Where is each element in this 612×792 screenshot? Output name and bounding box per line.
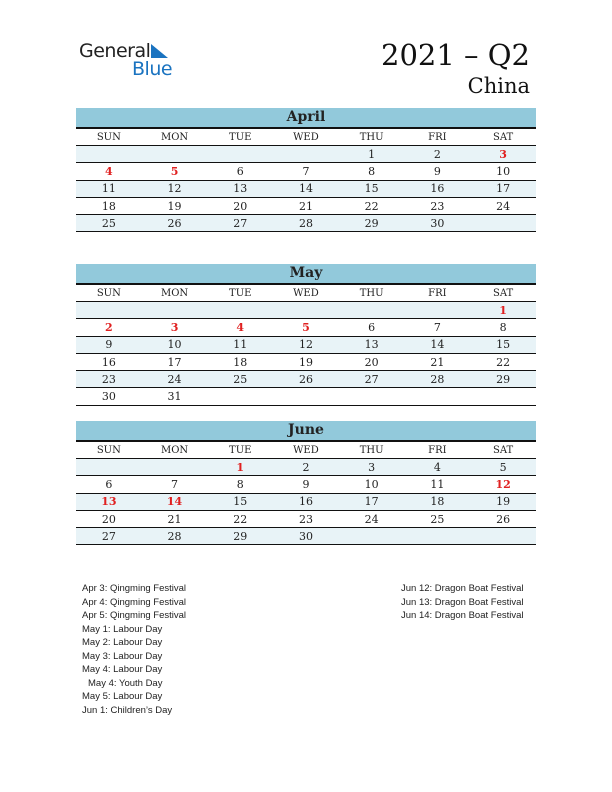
date-cell [142, 302, 208, 319]
weekday-label: TUE [207, 285, 273, 302]
date-cell: 12 [273, 336, 339, 353]
date-cell: 9 [405, 163, 471, 180]
weekday-label: SUN [76, 285, 142, 302]
holiday-item: Apr 3: Qingming Festival [82, 583, 187, 594]
holiday-date-cell: 5 [273, 319, 339, 336]
date-cell: 23 [76, 371, 142, 388]
date-cell: 5 [470, 459, 536, 476]
date-cell: 1 [339, 146, 405, 163]
date-cell [273, 302, 339, 319]
week-row [76, 388, 536, 405]
date-cell [207, 302, 273, 319]
date-cell: 19 [470, 493, 536, 510]
holiday-item: Jun 14: Dragon Boat Festival [401, 610, 524, 621]
holiday-item: Apr 4: Qingming Festival [82, 596, 187, 608]
date-cell: 12 [142, 180, 208, 197]
week-row [76, 302, 536, 319]
date-cell: 26 [273, 371, 339, 388]
holiday-item: May 1: Labour Day [82, 623, 163, 635]
date-cell: 26 [142, 215, 208, 232]
date-cell: 11 [207, 336, 273, 353]
week-row [76, 336, 536, 353]
date-cell: 7 [273, 163, 339, 180]
month-title: April [76, 108, 536, 129]
weekday-label: THU [339, 285, 405, 302]
holiday-date-cell: 2 [76, 319, 142, 336]
holiday-item: Jun 12: Dragon Boat Festival [401, 583, 524, 594]
logo-text-blue: Blue [132, 58, 173, 80]
date-cell [76, 146, 142, 163]
week-row [76, 146, 536, 163]
weekday-label: SAT [470, 129, 536, 146]
date-cell: 17 [470, 180, 536, 197]
weekday-label: THU [339, 442, 405, 459]
logo [79, 40, 173, 80]
date-cell: 18 [76, 197, 142, 214]
date-cell: 6 [339, 319, 405, 336]
date-cell: 27 [207, 215, 273, 232]
holiday-item: Jun 13: Dragon Boat Festival [401, 596, 524, 608]
week-row [76, 459, 536, 476]
holiday-item: May 3: Labour Day [82, 650, 163, 662]
date-cell: 29 [339, 215, 405, 232]
weekday-label: WED [273, 285, 339, 302]
date-cell: 20 [339, 353, 405, 370]
country-name: China [467, 74, 530, 98]
holiday-date-cell: 12 [470, 476, 536, 493]
month-title: June [76, 421, 536, 442]
date-cell: 23 [405, 197, 471, 214]
calendar-grid [76, 442, 536, 545]
date-cell [207, 388, 273, 405]
date-cell: 20 [76, 510, 142, 527]
week-row [76, 180, 536, 197]
date-cell: 10 [142, 336, 208, 353]
holiday-date-cell: 4 [207, 319, 273, 336]
date-cell [339, 302, 405, 319]
weekday-label: SAT [470, 285, 536, 302]
date-cell: 11 [405, 476, 471, 493]
weekday-label: TUE [207, 442, 273, 459]
weekday-label: THU [339, 129, 405, 146]
date-cell: 28 [405, 371, 471, 388]
week-row [76, 197, 536, 214]
date-cell [470, 215, 536, 232]
holiday-item: May 5: Labour Day [82, 691, 163, 702]
date-cell: 17 [142, 353, 208, 370]
date-cell: 25 [405, 510, 471, 527]
week-row [76, 528, 536, 545]
holiday-date-cell: 3 [470, 146, 536, 163]
date-cell: 14 [273, 180, 339, 197]
date-cell: 13 [339, 336, 405, 353]
date-cell: 25 [207, 371, 273, 388]
date-cell [273, 388, 339, 405]
weekday-label: TUE [207, 129, 273, 146]
week-row [76, 371, 536, 388]
calendar-grid [76, 129, 536, 232]
date-cell: 24 [339, 510, 405, 527]
date-cell: 29 [470, 371, 536, 388]
date-cell [142, 459, 208, 476]
holiday-date-cell: 4 [76, 163, 142, 180]
date-cell: 6 [207, 163, 273, 180]
date-cell: 22 [339, 197, 405, 214]
date-cell: 8 [470, 319, 536, 336]
weekday-label: MON [142, 285, 208, 302]
weekday-label: SUN [76, 442, 142, 459]
week-row [76, 215, 536, 232]
holiday-list-right [401, 582, 524, 623]
holiday-date-cell: 5 [142, 163, 208, 180]
date-cell [470, 528, 536, 545]
weekday-label: FRI [405, 129, 471, 146]
month-april [76, 108, 536, 232]
date-cell: 9 [273, 476, 339, 493]
date-cell: 14 [405, 336, 471, 353]
date-cell [207, 146, 273, 163]
holiday-item: May 2: Labour Day [82, 637, 163, 648]
date-cell: 6 [76, 476, 142, 493]
week-row [76, 510, 536, 527]
date-cell: 28 [142, 528, 208, 545]
date-cell: 17 [339, 493, 405, 510]
month-title: May [76, 264, 536, 285]
date-cell: 20 [207, 197, 273, 214]
page-title: 2021 – Q2 [381, 38, 530, 72]
date-cell: 29 [207, 528, 273, 545]
date-cell [339, 528, 405, 545]
date-cell: 27 [339, 371, 405, 388]
date-cell: 24 [470, 197, 536, 214]
weekday-label: WED [273, 442, 339, 459]
date-cell: 18 [405, 493, 471, 510]
date-cell: 21 [405, 353, 471, 370]
date-cell [273, 146, 339, 163]
date-cell: 30 [405, 215, 471, 232]
week-row [76, 493, 536, 510]
date-cell [470, 388, 536, 405]
date-cell [405, 528, 471, 545]
holiday-date-cell: 14 [142, 493, 208, 510]
weekday-label: SUN [76, 129, 142, 146]
date-cell: 16 [405, 180, 471, 197]
calendar-grid [76, 285, 536, 406]
logo-triangle-icon [151, 44, 168, 58]
date-cell: 13 [207, 180, 273, 197]
weekday-label: MON [142, 129, 208, 146]
month-may [76, 264, 536, 406]
date-cell: 18 [207, 353, 273, 370]
holiday-item: Apr 5: Qingming Festival [82, 610, 187, 621]
date-cell: 10 [339, 476, 405, 493]
date-cell [339, 388, 405, 405]
holiday-date-cell: 1 [207, 459, 273, 476]
weekday-label: FRI [405, 442, 471, 459]
date-cell: 8 [339, 163, 405, 180]
month-june [76, 421, 536, 545]
date-cell: 30 [273, 528, 339, 545]
weekday-header-row [76, 129, 536, 146]
date-cell: 11 [76, 180, 142, 197]
date-cell: 21 [142, 510, 208, 527]
holiday-item: May 4: Labour Day [82, 664, 163, 675]
holiday-date-cell: 1 [470, 302, 536, 319]
date-cell [405, 388, 471, 405]
date-cell: 16 [273, 493, 339, 510]
holiday-date-cell: 13 [76, 493, 142, 510]
weekday-label: FRI [405, 285, 471, 302]
weekday-label: WED [273, 129, 339, 146]
holiday-item: Jun 1: Children’s Day [82, 704, 173, 716]
date-cell: 16 [76, 353, 142, 370]
date-cell: 23 [273, 510, 339, 527]
date-cell: 27 [76, 528, 142, 545]
date-cell: 22 [470, 353, 536, 370]
date-cell: 4 [405, 459, 471, 476]
holiday-item: May 4: Youth Day [88, 677, 163, 689]
date-cell: 3 [339, 459, 405, 476]
date-cell: 15 [470, 336, 536, 353]
date-cell: 21 [273, 197, 339, 214]
weekday-label: MON [142, 442, 208, 459]
weekday-label: SAT [470, 442, 536, 459]
date-cell: 31 [142, 388, 208, 405]
date-cell: 15 [207, 493, 273, 510]
week-row [76, 163, 536, 180]
date-cell: 7 [405, 319, 471, 336]
date-cell: 7 [142, 476, 208, 493]
week-row [76, 353, 536, 370]
holiday-list-left [82, 582, 186, 717]
date-cell: 8 [207, 476, 273, 493]
weekday-header-row [76, 285, 536, 302]
week-row [76, 319, 536, 336]
logo-text-general: General [79, 40, 151, 62]
date-cell: 26 [470, 510, 536, 527]
date-cell [76, 459, 142, 476]
week-row [76, 476, 536, 493]
date-cell: 25 [76, 215, 142, 232]
date-cell: 2 [273, 459, 339, 476]
date-cell: 2 [405, 146, 471, 163]
date-cell: 28 [273, 215, 339, 232]
date-cell: 19 [273, 353, 339, 370]
date-cell: 30 [76, 388, 142, 405]
date-cell: 10 [470, 163, 536, 180]
weekday-header-row [76, 442, 536, 459]
holiday-date-cell: 3 [142, 319, 208, 336]
date-cell: 19 [142, 197, 208, 214]
date-cell [76, 302, 142, 319]
date-cell: 22 [207, 510, 273, 527]
date-cell: 24 [142, 371, 208, 388]
date-cell: 9 [76, 336, 142, 353]
date-cell [142, 146, 208, 163]
date-cell: 15 [339, 180, 405, 197]
date-cell [405, 302, 471, 319]
